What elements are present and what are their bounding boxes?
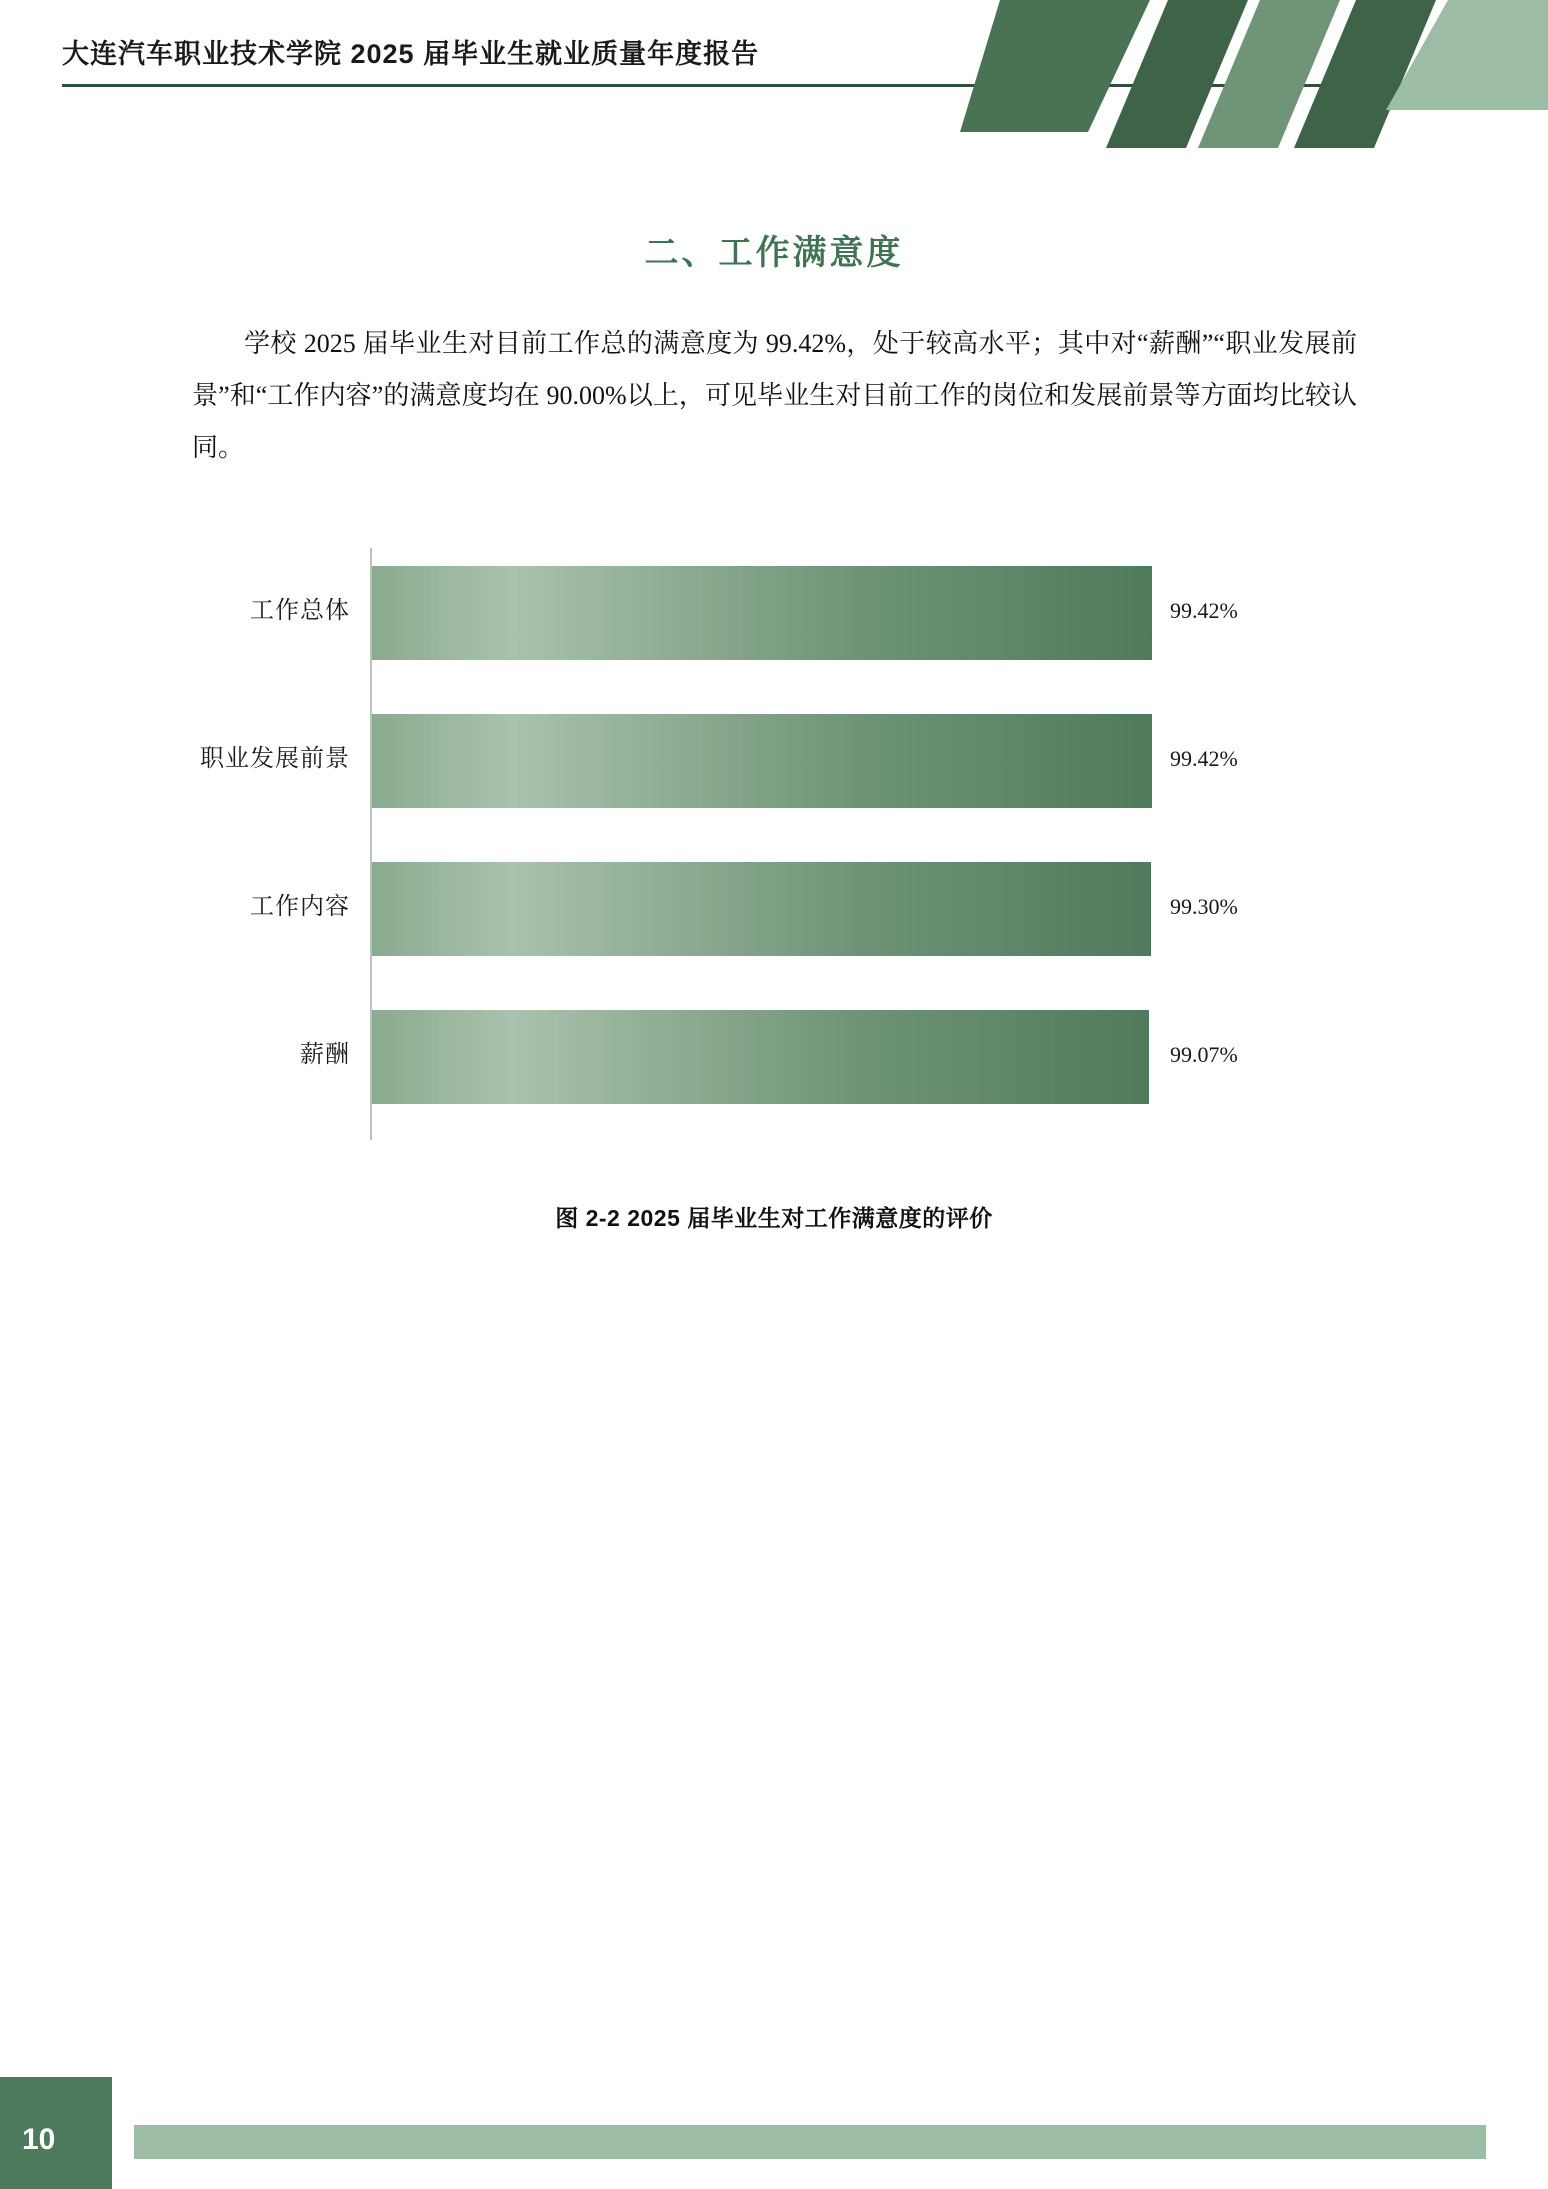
bar-value-label: 99.07% (1170, 1042, 1238, 1067)
header-title: 大连汽车职业技术学院 2025 届毕业生就业质量年度报告 (62, 39, 760, 69)
bar-value-label: 99.42% (1170, 598, 1238, 623)
page-footer (0, 2077, 1548, 2189)
page-number: 10 (22, 2123, 56, 2156)
bar-value-label: 99.42% (1170, 746, 1238, 771)
bar-track (372, 566, 1262, 660)
bar-fill (372, 1010, 1149, 1104)
bar-fill (372, 714, 1152, 808)
chart-bar-row (190, 688, 1370, 836)
page-header (0, 0, 1548, 148)
bar-fill (372, 862, 1151, 956)
bar-track (372, 862, 1262, 956)
chart-bar-row (190, 836, 1370, 984)
satisfaction-bar-chart (190, 540, 1370, 1150)
header-decoration (960, 0, 1548, 148)
bar-value-label: 99.30% (1170, 894, 1238, 919)
bar-fill (372, 566, 1152, 660)
section-title: 二、工作满意度 (644, 235, 904, 272)
footer-block (0, 2077, 112, 2189)
chart-bar-row (190, 540, 1370, 688)
bar-track (372, 1010, 1262, 1104)
footer-bar (134, 2125, 1486, 2159)
bar-track (372, 714, 1262, 808)
figure-caption: 图 2-2 2025 届毕业生对工作满意度的评价 (555, 1205, 993, 1231)
chart-bar-row (190, 984, 1370, 1132)
bar-category-label: 薪酬 (300, 1042, 350, 1068)
bar-category-label: 工作内容 (250, 894, 350, 920)
bar-category-label: 职业发展前景 (200, 746, 350, 772)
bar-category-label: 工作总体 (250, 598, 350, 624)
body-paragraph: 学校 2025 届毕业生对目前工作总的满意度为 99.42%，处于较高水平；其中对“薪酬”“职业发展前景”和“工作内容”的满意度均在 90.00%以上，可见毕业生对目前工作的岗位和发展前景等方面均比较认同。 (192, 329, 1357, 462)
